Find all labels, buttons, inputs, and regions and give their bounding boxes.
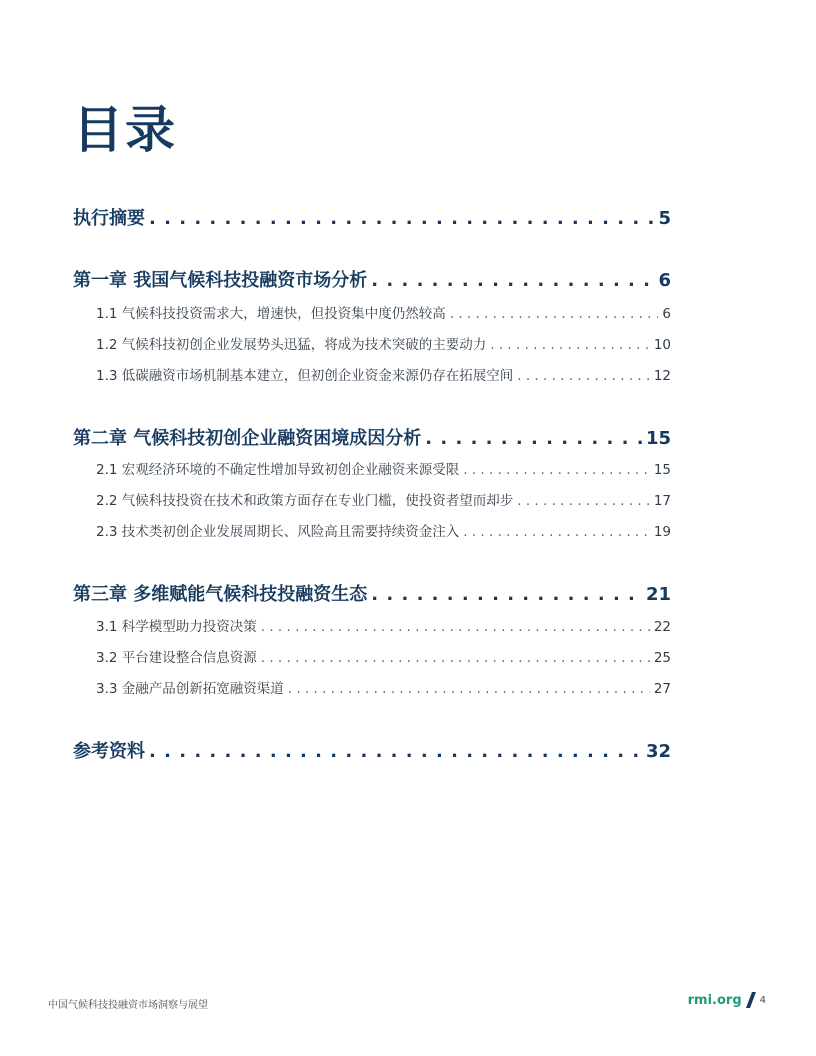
brand-link[interactable]: rmi.org (687, 992, 742, 1008)
dot-leader (463, 524, 650, 540)
toc-entry-label: 3.3 金融产品创新拓宽融资渠道 (96, 681, 284, 697)
toc-entry-section-1-2[interactable] (96, 333, 671, 353)
slash-divider-icon (746, 992, 756, 1008)
toc-entry-section-1-3[interactable] (96, 364, 671, 384)
toc-entry-section-2-3[interactable] (96, 520, 671, 540)
toc-entry-label: 执行摘要 (73, 208, 145, 229)
toc-entry-page: 6 (658, 270, 671, 291)
toc-entry-label: 1.1 气候科技投资需求大，增速快，但投资集中度仍然较高 (96, 306, 446, 322)
toc-entry-page: 32 (645, 741, 671, 762)
toc-entry-label: 2.2 气候科技投资在技术和政策方面存在专业门槛，使投资者望而却步 (96, 493, 514, 509)
toc-entry-label: 3.1 科学模型助力投资决策 (96, 619, 257, 635)
toc-entry-label: 参考资料 (73, 741, 145, 762)
toc-entry-page: 10 (653, 337, 671, 353)
dot-leader (371, 584, 642, 605)
dot-leader (463, 462, 650, 478)
toc-entry-references[interactable] (73, 737, 671, 763)
toc-entry-label: 第一章 我国气候科技投融资市场分析 (73, 270, 368, 291)
toc-entry-page: 21 (645, 584, 671, 605)
dot-leader (149, 208, 654, 229)
toc-entry-section-2-2[interactable] (96, 489, 671, 509)
toc-entry-label: 第二章 气候科技初创企业融资困境成因分析 (73, 428, 422, 449)
toc-entry-section-3-3[interactable] (96, 677, 671, 697)
toc-entry-page: 19 (653, 524, 671, 540)
toc-entry-label: 2.3 技术类初创企业发展周期长、风险高且需要持续资金注入 (96, 524, 460, 540)
page-title: 目录 (73, 101, 177, 159)
toc-entry-page: 15 (653, 462, 671, 478)
toc-entry-page: 25 (653, 650, 671, 666)
toc-entry-chapter-1[interactable] (73, 266, 671, 292)
toc-entry-executive-summary[interactable] (73, 204, 671, 230)
toc-entry-section-3-2[interactable] (96, 646, 671, 666)
toc-entry-page: 6 (662, 306, 671, 322)
dot-leader (425, 428, 642, 449)
dot-leader (517, 368, 650, 384)
toc-entry-page: 27 (653, 681, 671, 697)
toc-entry-label: 第三章 多维赋能气候科技投融资生态 (73, 584, 368, 605)
toc-entry-chapter-2[interactable] (73, 424, 671, 450)
toc-entry-label: 1.3 低碳融资市场机制基本建立，但初创企业资金来源仍存在拓展空间 (96, 368, 514, 384)
dot-leader (149, 741, 642, 762)
toc-entry-label: 3.2 平台建设整合信息资源 (96, 650, 257, 666)
dot-leader (288, 681, 650, 697)
toc-entry-section-2-1[interactable] (96, 458, 671, 478)
dot-leader (490, 337, 650, 353)
toc-entry-label: 2.1 宏观经济环境的不确定性增加导致初创企业融资来源受限 (96, 462, 460, 478)
dot-leader (371, 270, 654, 291)
toc-entry-page: 17 (653, 493, 671, 509)
footer-report-title: 中国气候科技投融资市场洞察与展望 (48, 1000, 208, 1011)
toc-entry-chapter-3[interactable] (73, 580, 671, 606)
dot-leader (517, 493, 650, 509)
toc-entry-page: 22 (653, 619, 671, 635)
toc-entry-page: 5 (658, 208, 671, 229)
footer-brand (688, 992, 766, 1008)
toc-entry-section-3-1[interactable] (96, 615, 671, 635)
toc-entry-page: 15 (645, 428, 671, 449)
toc-entry-page: 12 (653, 368, 671, 384)
toc-entry-label: 1.2 气候科技初创企业发展势头迅猛，将成为技术突破的主要动力 (96, 337, 487, 353)
dot-leader (450, 306, 659, 322)
dot-leader (261, 650, 650, 666)
dot-leader (261, 619, 650, 635)
page-number: 4 (759, 994, 766, 1006)
toc-entry-section-1-1[interactable] (96, 302, 671, 322)
